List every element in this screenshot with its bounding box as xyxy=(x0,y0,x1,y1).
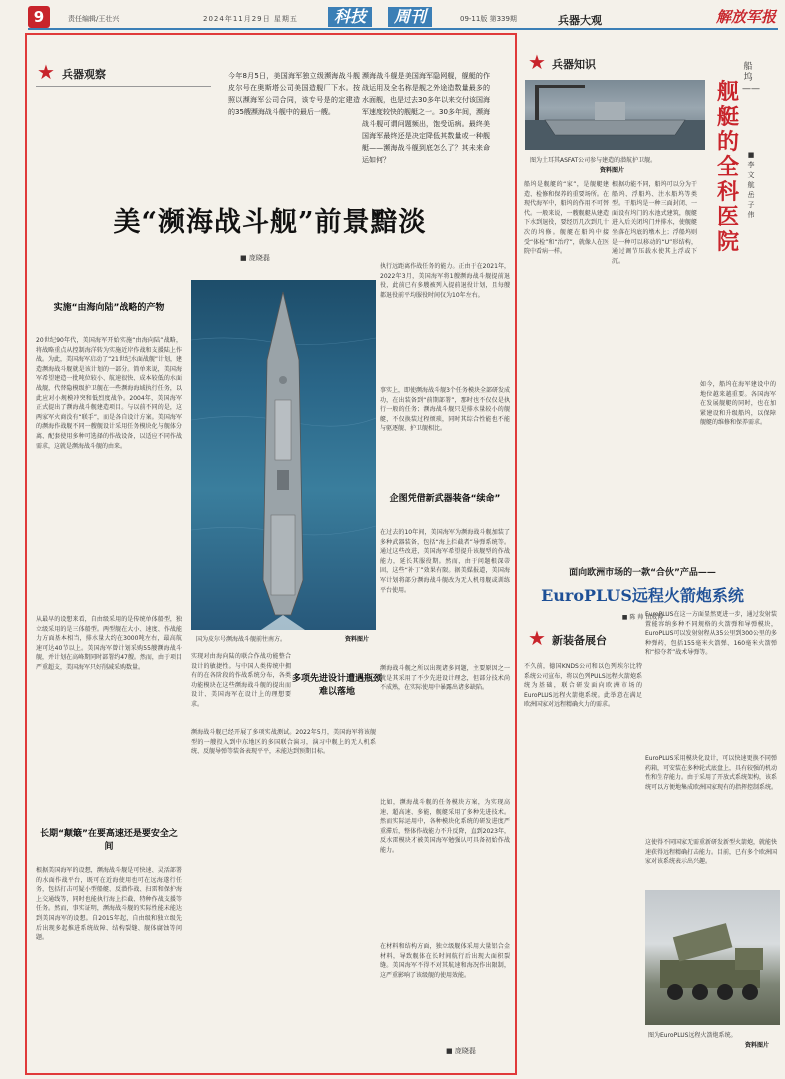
europlus-column-c: EuroPLUS采用模块化设计，可以快速更换不同弹药箱，可安装在多种轮式底盘上，具有较强的机动性和生存能力。由于采用了开放式系统架构，该系统可以方便地集成欧洲国家现有的指挥控制系统。 xyxy=(645,755,777,791)
subheading-bumpy: 长期“颠簸”在要高速还是要安全之间 xyxy=(40,829,178,852)
subheading-bottleneck: 多项先进设计遭遇瓶颈难以落地 xyxy=(291,674,382,697)
kicker-new-equipment: 新装备展台 xyxy=(552,634,607,647)
ship-photo xyxy=(191,280,376,630)
ship-illustration xyxy=(191,280,376,630)
right-column-text-c: 如今，船坞在海军建设中的地位越来越重要。各国海军在发展舰艇的同时，也在加紧建设和升级船坞，以保障舰艇的维修和保养需求。 xyxy=(700,381,776,427)
subheading-strategy: 实施“由海向陆”战略的产物 xyxy=(53,303,165,313)
column1-text-c: 根据美国海军的设想，濒海战斗舰是可快速、灵活部署的水面作战平台，既可在近海使用也可在远海遂行任务，包括打击可疑小型船艇、反潜作战、扫雷和保护海上交通线等，同时也能执行海上拦截、特种作战支援等任务。然而，事实证明，濒海战斗舰的实际性能未能达到美国海军的设想。自2015年起，自由级和独立级先后出现多起推进系统故障、结构裂缝、舰体腐蚀等问题。 xyxy=(36,867,182,942)
star-icon: ★ xyxy=(528,50,546,74)
rocket-photo-credit: 资料图片 xyxy=(745,1042,770,1049)
star-icon: ★ xyxy=(528,626,546,650)
editor-credit: 责任编辑/王壮兴 xyxy=(68,15,120,23)
page-header xyxy=(28,6,778,30)
column2-text-mid-a: 实现对由海向陆的联合作战功能整合设计的敏捷性。与中国人类传统中拥有的在各阶段的作战系统分布，各类功能模块在这些濒海战斗舰的提出而设计、美国海军在设计上的理想要求。 xyxy=(191,653,291,708)
subheading-new-weapons: 企图凭借新武器装备“续命” xyxy=(389,494,501,504)
column1-text-a: 20世纪90年代，美国海军开始实施“由海向陆”战略，将战略重点从控制海洋转为实施近岸作战和支援陆上作战。为此，美国海军启动了“21世纪水面战舰”计划，建造濒海战斗舰就是该计划的一部分。简单来说，美国海军希望建造一批吨位较小、航速很快、成本较低的水面战舰，代替隐模级护卫舰在一些濒海海域执行任务，以此应对小规模冲突和低烈度战争。2004年，美国海军正式提出了濒海战斗舰建造项目。与以前不同的是，这两家军火商没有“联手”，而是各自设计方案。美国海军的濒海作战舰不同一艘舰设计采用任务模块化与舰体分离、配套使用多种可选择的作战设备，以适应不同作战需求，这就是濒海战斗舰的由来。 xyxy=(36,337,182,450)
europlus-subtitle: 面向欧洲市场的一款“合伙”产品—— xyxy=(569,568,716,578)
column1-text-b: 从最早的设想来看，自由级采用的是传统单体船型，独立级采用的是三体船型。两型舰在大小、速度、作战能力方面基本相当，排水量大约在3000吨左右，最高航速可达40节以上。美国海军曾计划采购55艘濒海战斗舰，并计划在高峰期同时部署约47艘。然而，由于项目严重超支，美国海军只好削减采购数量。 xyxy=(36,616,182,671)
lead-paragraph-b: 濒海战斗舰是美国海军隐网舰，舰艇的作战运用及全名称是舰之外途造数量最多的水面舰，也是过去30多年以来交付该国海军速度较快的舰艇之一。30多年间，濒海战斗舰可谓问题频出，饱受诟病。最终美国海军最终还是决定降低其数量或一种舰艇——濒海战斗舰到底怎么了？其未来命运如何？ xyxy=(362,72,490,164)
column3-text-a: 执行远距离作战任务的能力。正由于在2021年，2022年3月，美国海军将1艘濒海战斗舰提前退役，此前已有多艘被列入提前退役计划，且每艘都退役前平均服役时间仅为10年左右。 xyxy=(380,263,510,299)
column3-text-c: 在过去的10年间，美国海军为濒海战斗舰加装了多种武器装备，包括“海上拦截者”导弹系统等。通过这些改进，美国海军希望提升该舰型的作战能力，延长其服役期。然而，由于问题根深蒂固，这些“补丁”效果有限。据美媒报道，美国海军计划将部分濒海战斗舰改为无人机母舰或训练平台使用。 xyxy=(380,529,510,594)
newspaper-logo: 解放军报 xyxy=(716,8,777,26)
page-number: 9 xyxy=(28,6,50,28)
section-name: 兵器大观 xyxy=(558,14,602,27)
rocket-launcher-photo xyxy=(645,890,780,1025)
ship-photo-caption: 国为皮尔号濒海战斗舰前往南方。 xyxy=(196,636,287,643)
feature-author: ■ 李文航 岳子伟 xyxy=(747,151,755,219)
issue-number: 09-11版 第339期 xyxy=(460,15,517,23)
drydock-photo-credit: 资料图片 xyxy=(600,167,625,174)
europlus-column-b: EuroPLUS在这一方面显然更进一步，通过发射装置能容纳多种不同规格的火箭弹和导弹模块，EuroPLUS可以发射射程从35公里到300公里的多种弹药，包括155毫米火箭弹、160毫米火箭弹和“掠夺者”战术导弹等。 xyxy=(645,611,777,657)
drydock-illustration xyxy=(525,80,705,150)
star-icon: ★ xyxy=(37,60,55,84)
article-headline: 美“濒海战斗舰”前景黯淡 xyxy=(113,207,427,238)
header-divider xyxy=(28,28,778,30)
kicker-divider xyxy=(36,86,211,87)
issue-date: 2024年11月29日 星期五 xyxy=(203,15,298,23)
right-column-text-a: 船坞是舰艇的“家”，是舰艇建造、检修和保养的重要场所。在现代海军中，船坞的作用不可替代。一般来说，一艘舰艇从建造下水到退役，要经历几次到几十次的坞修。舰艇在船坞中接受“体检”和“治疗”，就像人在医院中看病一样。 xyxy=(524,181,609,256)
drydock-photo-caption: 图为土耳其ASFAT公司参与建造的潜航护卫舰。 xyxy=(530,157,657,164)
feature-vertical-title: 舰艇的全科医院 xyxy=(716,79,739,255)
column2-text-mid-b: 濒海战斗舰已经开展了多项实战测试。2022年5月，美国海军将该舰型的一艘投入到中东地区的多国联合演习，演习中舰上的无人机系统、反舰导弹等装备表现平平，未能达到预期目标。 xyxy=(191,729,376,756)
europlus-column-a: 不久前，德国KNDS公司和以色列埃尔比特系统公司宣布，将以色列PULS远程火箭炮系统为基础，联合研发面向欧洲市场的EuroPLUS远程火箭炮系统。此举意在满足欧洲国家对远程精确火力的需求。 xyxy=(524,663,642,709)
lead-paragraph-a: 今年8月5日，美国海军独立级濒海战斗舰皮尔号在奥斯塔公司美国造舰厂下水。按照以濒海军公司合同，该专号是的定建造的35艘濒海战斗舰中的最后一艘。 xyxy=(228,72,360,116)
drydock-photo xyxy=(525,80,705,150)
article-byline: ■ 庞晓磊 xyxy=(240,254,270,262)
column3-text-b: 事实上，即使濒海战斗舰3个任务模块全部研发成功，在出装备到“前期部署”，那时也不仅仅是执行一般的任务；濒海战斗舰只是排水量较小的舰艇，不仅换装过程烦琐，同时其综合性能也不能与驱逐舰、护卫舰相比。 xyxy=(380,387,510,433)
europlus-headline: EuroPLUS远程火箭炮系统 xyxy=(541,586,744,605)
rocket-photo-caption: 图为EuroPLUS远程火箭炮系统。 xyxy=(648,1032,737,1039)
europlus-column-d: 这使得不同国家无需重新研发新型火箭炮，就能快速获得远程精确打击能力。目前，已有多个欧洲国家对该系统表示出兴趣。 xyxy=(645,839,777,866)
kicker-weapons-observation: 兵器观察 xyxy=(62,68,106,81)
europlus-byline: ■ 陈 帅 田成博 xyxy=(621,614,664,621)
section-title-weekly: 周刊 xyxy=(388,7,432,27)
column3-text-f: 在材料和结构方面，独立级舰体采用大量铝合金材料，导致舰体在长时间航行后出现大面积裂缝。美国海军不得不对其航速和海况作出限制，这严重影响了该级舰的使用效能。 xyxy=(380,943,510,979)
rocket-launcher-illustration xyxy=(645,890,780,1025)
feature-small-title: 船坞—— xyxy=(742,62,760,94)
section-title-tech: 科技 xyxy=(328,7,372,27)
column3-text-d: 濒海战斗舰之所以出现诸多问题，主要原因之一就是其采用了不少先进设计理念，但部分技术尚不成熟，在实际使用中暴露出诸多缺陷。 xyxy=(380,665,510,692)
column3-byline: ■ 庞晓磊 xyxy=(446,1047,476,1055)
ship-photo-credit: 资料图片 xyxy=(345,636,370,643)
kicker-weapon-knowledge: 兵器知识 xyxy=(552,58,596,71)
column3-text-e: 比如，濒海战斗舰的任务模块方案，为实现高速、超高速、多能，舰艇采用了多种先进技术。然而实际运用中，各种模块化系统的研发进度严重滞后，整体作战能力不升反降，直到2023年，反水雷模块才被美国海军勉强认可具备初始作战能力。 xyxy=(380,799,510,854)
right-column-text-b: 根据功能不同，船坞可以分为干船坞、浮船坞、注水船坞等类型。干船坞是一种三面封闭、一面设有坞门的水池式建筑，舰艇进入后关闭坞门并排水，使舰艇坐落在坞底的墩木上；浮船坞则是一种可以移动的“U”形结构，通过调节压载水使其上浮或下沉。 xyxy=(612,181,697,265)
